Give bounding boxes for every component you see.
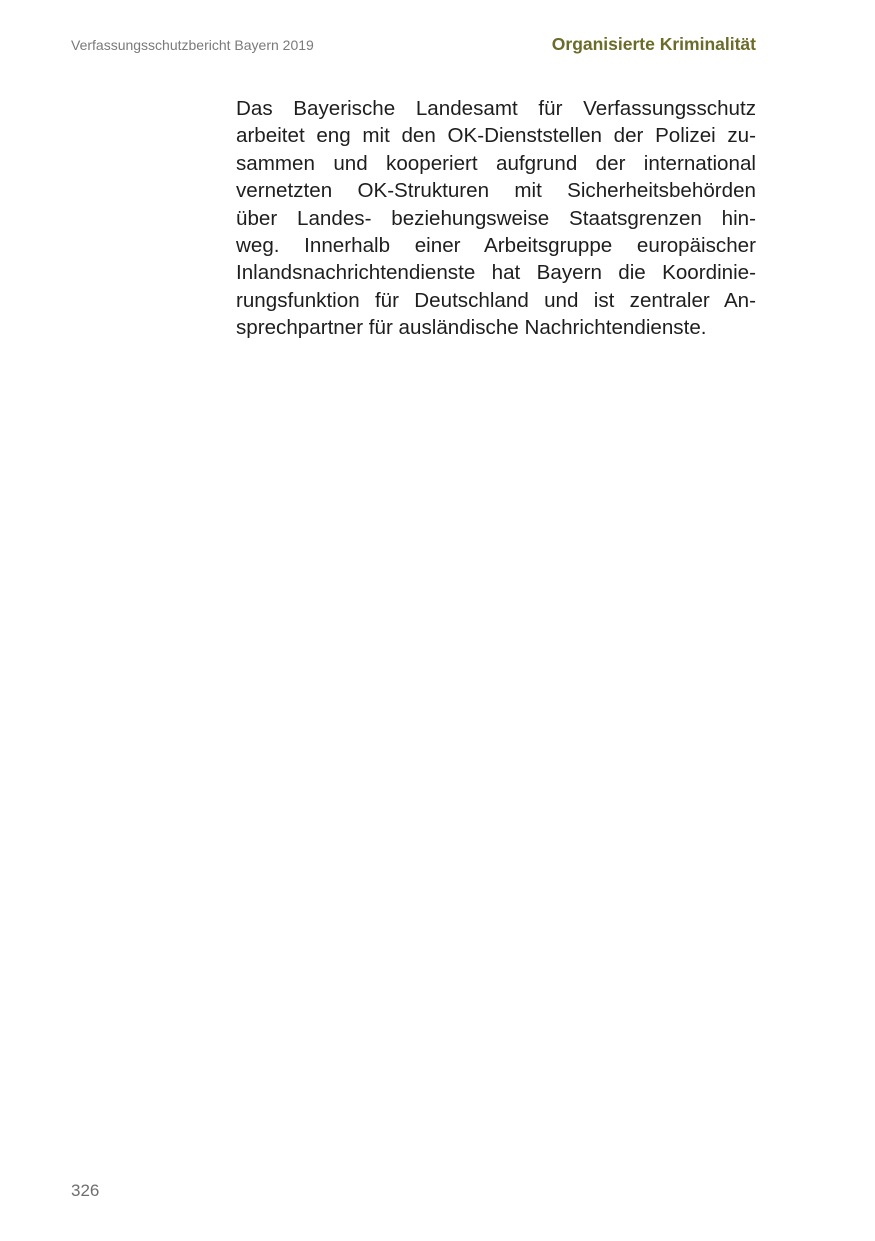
paragraph-line: Inlandsnachrichtendienste hat Bayern die Koordinie- — [236, 261, 756, 285]
paragraph-line: über Landes- beziehungsweise Staatsgrenzen hin- — [236, 206, 756, 230]
running-header — [71, 34, 756, 58]
paragraph-line: sprechpartner für ausländische Nachrichtendienste. — [236, 316, 707, 340]
paragraph-line: rungsfunktion für Deutschland und ist zentraler An- — [236, 288, 756, 312]
paragraph-line: Das Bayerische Landesamt für Verfassungsschutz — [236, 97, 756, 120]
page-number: 326 — [71, 1181, 100, 1200]
paragraph-line: weg. Innerhalb einer Arbeitsgruppe europäischer — [236, 233, 756, 257]
paragraph-line: arbeitet eng mit den OK-Dienststellen der Polizei zu- — [236, 124, 756, 148]
paragraph-line: vernetzten OK-Strukturen mit Sicherheitsbehörden — [236, 179, 756, 203]
section-title: Organisierte Kriminalität — [551, 34, 756, 54]
document-title: Verfassungsschutzbericht Bayern 2019 — [71, 37, 314, 53]
paragraph-line: sammen und kooperiert aufgrund der international — [236, 151, 756, 175]
body-paragraph — [236, 95, 756, 342]
